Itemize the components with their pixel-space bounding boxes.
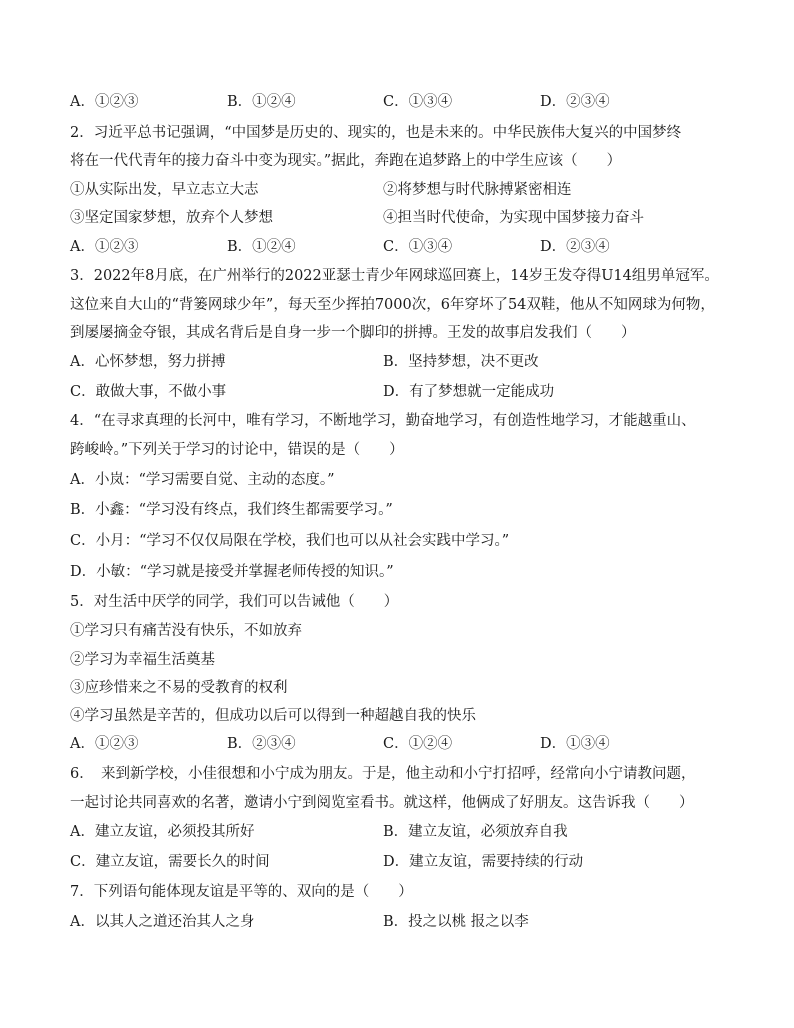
- q6-stem-line-2: 一起讨论共同喜欢的名著，邀请小宁到阅览室看书。就这样，他俩成了好朋友。这告诉我（ ）: [70, 795, 694, 811]
- q7-option-a[interactable]: A．以其人之道还治其人之身: [70, 914, 255, 930]
- q6-option-a[interactable]: A．建立友谊，必须投其所好: [70, 824, 255, 840]
- q2-option-b[interactable]: B．①②④: [227, 239, 296, 255]
- q2-statement-1: ①从实际出发，早立志立大志: [70, 182, 259, 198]
- q5-statement-4: ④学习虽然是辛苦的，但成功以后可以得到一种超越自我的快乐: [70, 708, 476, 724]
- q5-option-b[interactable]: B．②③④: [227, 736, 296, 752]
- q5-option-a[interactable]: A．①②③: [70, 736, 139, 752]
- q5-statement-1: ①学习只有痛苦没有快乐，不如放弃: [70, 623, 302, 639]
- q4-option-a[interactable]: A．小岚：“学习需要自觉、主动的态度。”: [70, 472, 335, 488]
- q6-stem-line-1: 6． 来到新学校，小佳很想和小宁成为朋友。于是，他主动和小宁打招呼，经常向小宁请教问题，: [70, 766, 696, 782]
- q2-options: [70, 237, 730, 257]
- q1-option-a[interactable]: A．①②③: [70, 94, 139, 110]
- q2-stem-line-2: 将在一代代青年的接力奋斗中变为现实。”据此，奔跑在追梦路上的中学生应该（ ）: [70, 153, 622, 169]
- q2-stem-line-1: 2．习近平总书记强调，“中国梦是历史的、现实的，也是未来的。中华民族伟大复兴的中国梦终: [70, 125, 682, 141]
- q2-statement-2: ②将梦想与时代脉搏紧密相连: [383, 182, 572, 198]
- q3-stem-line-3: 到屡屡摘金夺银，其成名背后是自身一步一个脚印的拼搏。王发的故事启发我们（ ）: [70, 325, 636, 341]
- q3-option-d[interactable]: D．有了梦想就一定能成功: [383, 384, 555, 400]
- q1-option-b[interactable]: B．①②④: [227, 94, 296, 110]
- q3-options-row-2: [70, 382, 730, 402]
- q3-option-a[interactable]: A．心怀梦想，努力拼搏: [70, 354, 226, 370]
- q7-options-row-1: [70, 912, 730, 932]
- q2-statements-row-2: [70, 208, 730, 228]
- q5-option-c[interactable]: C．①②④: [383, 736, 453, 752]
- q6-options-row-1: [70, 822, 730, 842]
- q5-option-d[interactable]: D．①③④: [540, 736, 610, 752]
- q2-statement-4: ④担当时代使命，为实现中国梦接力奋斗: [383, 210, 644, 226]
- q4-stem-line-2: 跨峻岭。”下列关于学习的讨论中，错误的是（ ）: [70, 442, 404, 458]
- q1-options: [70, 92, 730, 112]
- q2-statement-3: ③坚定国家梦想，放弃个人梦想: [70, 210, 273, 226]
- q1-option-c[interactable]: C．①③④: [383, 94, 453, 110]
- q5-statement-2: ②学习为幸福生活奠基: [70, 652, 215, 668]
- q3-stem-line-2: 这位来自大山的“背篓网球少年”，每天至少挥拍7000次，6年穿坏了54双鞋，他从不知网球为何物，: [70, 297, 715, 313]
- q7-stem-line-1: 7．下列语句能体现友谊是平等的、双向的是（ ）: [70, 884, 413, 900]
- q3-options-row-1: [70, 352, 730, 372]
- q3-option-c[interactable]: C．敢做大事，不做小事: [70, 384, 227, 400]
- q6-option-d[interactable]: D．建立友谊，需要持续的行动: [383, 854, 584, 870]
- q6-option-c[interactable]: C．建立友谊，需要长久的时间: [70, 854, 270, 870]
- q4-option-c[interactable]: C．小月：“学习不仅仅局限在学校，我们也可以从社会实践中学习。”: [70, 533, 510, 549]
- q4-stem-line-1: 4．“在寻求真理的长河中，唯有学习，不断地学习，勤奋地学习，有创造性地学习，才能越重山、: [70, 413, 696, 429]
- q1-option-d[interactable]: D．②③④: [540, 94, 610, 110]
- q6-options-row-2: [70, 852, 730, 872]
- q2-option-d[interactable]: D．②③④: [540, 239, 610, 255]
- q6-option-b[interactable]: B．建立友谊，必须放弃自我: [383, 824, 568, 840]
- q2-option-a[interactable]: A．①②③: [70, 239, 139, 255]
- q5-stem-line-1: 5．对生活中厌学的同学，我们可以告诫他（ ）: [70, 594, 399, 610]
- q5-statement-3: ③应珍惜来之不易的受教育的权利: [70, 680, 288, 696]
- q2-option-c[interactable]: C．①③④: [383, 239, 453, 255]
- q3-option-b[interactable]: B．坚持梦想，决不更改: [383, 354, 539, 370]
- q4-option-b[interactable]: B．小鑫：“学习没有终点，我们终生都需要学习。”: [70, 502, 393, 518]
- q2-statements-row-1: [70, 180, 730, 200]
- q4-option-d[interactable]: D．小敏：“学习就是接受并掌握老师传授的知识。”: [70, 564, 394, 580]
- q5-options: [70, 734, 730, 754]
- q3-stem-line-1: 3．2022年8月底，在广州举行的2022亚瑟士青少年网球巡回赛上，14岁王发夺得U14组男单冠军。: [70, 268, 719, 284]
- q7-option-b[interactable]: B．投之以桃 报之以李: [383, 914, 529, 930]
